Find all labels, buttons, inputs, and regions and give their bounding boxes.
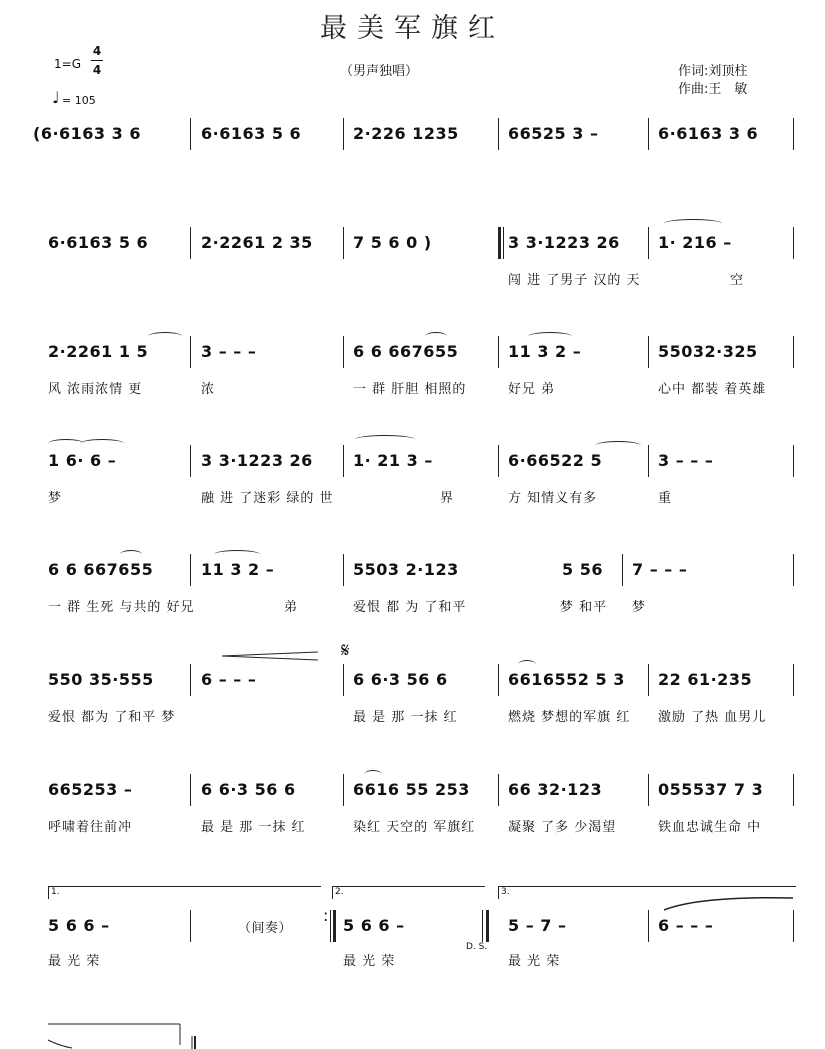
measure: 2·2261 2 35 — [201, 233, 313, 252]
lyric-line: 一 群 生死 与共的 好兄 — [48, 600, 195, 615]
lyric-line: 最 光 荣 — [48, 954, 101, 969]
lyric-line: 最 是 那 一抹 红 — [353, 710, 458, 725]
measure: 11 3 2 – — [508, 342, 582, 361]
tempo-marking: = 105 — [62, 94, 96, 107]
volta-3: 3. — [498, 886, 796, 899]
measure: 55032·325 — [658, 342, 758, 361]
lyric-line: 最 光 荣 — [508, 954, 561, 969]
lyric-line: 梦 — [48, 491, 63, 506]
repeat-end-dots: : — [323, 906, 329, 925]
lyric-line: 重 — [658, 491, 673, 506]
lyricist-credit: 作词:刘顶柱 — [678, 64, 748, 79]
lyric-line: 一 群 肝胆 相照的 — [353, 382, 467, 397]
da-segno-mark: D. S. — [466, 942, 488, 952]
measure: 550 35·555 — [48, 670, 154, 689]
lyric-line: 最 是 那 一抹 红 — [201, 820, 306, 835]
measure: 2·2261 1 5 — [48, 342, 149, 361]
key-signature: 1=G — [54, 57, 81, 71]
measure: 6 6·3 56 6 — [201, 780, 296, 799]
lyric-line: 燃烧 梦想的军旗 红 — [508, 710, 631, 725]
quarter-note-icon: ♩ — [52, 88, 60, 107]
time-signature-numerator: 4 — [92, 44, 102, 58]
measure: 6·6163 3 6 — [658, 124, 759, 143]
measure: 6·6163 5 6 — [48, 233, 149, 252]
measure: 6·6163 5 6 — [201, 124, 302, 143]
composer-credit: 作曲:王 敏 — [678, 82, 748, 97]
lyric-line: 凝聚 了多 少渴望 — [508, 820, 617, 835]
measure: 1· 21 3 – — [353, 451, 433, 470]
measure: 6 – – – — [658, 916, 714, 935]
measure: 6 6·3 56 6 — [353, 670, 448, 689]
measure: 3 – – – — [658, 451, 714, 470]
lyric-line: 爱恨 都为 了和平 梦 — [48, 710, 176, 725]
measure: 3 3·1223 26 — [508, 233, 620, 252]
measure: 7 5 6 0 ) — [353, 233, 432, 252]
measure: 1 6· 6 – — [48, 451, 117, 470]
measure: 6 6 667655 — [353, 342, 459, 361]
lyric-line: 弟 — [284, 600, 299, 615]
lyric-line: 梦 和平 — [560, 600, 608, 615]
lyric-line: 呼啸着往前冲 — [48, 820, 133, 835]
measure: 6616 55 253 — [353, 780, 470, 799]
lyric-line: 浓 — [201, 382, 216, 397]
time-signature-denominator: 4 — [92, 63, 102, 77]
measure: (6·6163 3 6 — [33, 124, 141, 143]
volta-1: 1. — [48, 886, 321, 899]
measure: 665253 – — [48, 780, 133, 799]
measure: 11 3 2 – — [201, 560, 275, 579]
page-title: 最美军旗红 — [320, 13, 505, 44]
lyric-line: 铁血忠诚生命 中 — [658, 820, 762, 835]
measure: 7 – – – — [632, 560, 688, 579]
measure: 3 – – – — [201, 342, 257, 361]
measure: 22 61·235 — [658, 670, 753, 689]
measure: 66525 3 – — [508, 124, 599, 143]
lyric-line: 融 进 了迷彩 绿的 世 — [201, 491, 334, 506]
interlude-label: （间奏） — [238, 921, 293, 936]
lyric-line: 风 浓雨浓情 更 — [48, 382, 143, 397]
measure: 2·226 1235 — [353, 124, 459, 143]
lyric-line: 闯 进 了男子 汉的 天 — [508, 273, 641, 288]
lyric-line: 方 知情义有多 — [508, 491, 598, 506]
measure: 1· 216 – — [658, 233, 732, 252]
measure: 5 56 — [562, 560, 603, 579]
lyric-line: 染红 天空的 军旗红 — [353, 820, 476, 835]
measure: 5 6 6 – — [48, 916, 110, 935]
volta-2: 2. — [332, 886, 485, 899]
lyric-line: 空 — [730, 273, 745, 288]
lyric-line: 梦 — [632, 600, 647, 615]
measure: 6 – – – — [201, 670, 257, 689]
lyric-line: 激励 了热 血男儿 — [658, 710, 767, 725]
measure: 66 32·123 — [508, 780, 603, 799]
measure: 6·66522 5 — [508, 451, 603, 470]
measure: 6 6 667655 — [48, 560, 154, 579]
lyric-line: 爱恨 都 为 了和平 — [353, 600, 467, 615]
lyric-line: 好兄 弟 — [508, 382, 556, 397]
measure: 3 3·1223 26 — [201, 451, 313, 470]
measure: 055537 7 3 — [658, 780, 764, 799]
subtitle: （男声独唱） — [340, 64, 419, 79]
segno-icon: 𝄋 — [341, 638, 350, 662]
measure: 5503 2·123 — [353, 560, 459, 579]
measure: 5 6 6 – — [343, 916, 405, 935]
lyric-line: 界 — [440, 491, 455, 506]
lyric-line: 最 光 荣 — [343, 954, 396, 969]
lyric-line: 心中 都装 着英雄 — [658, 382, 767, 397]
measure: 5 – 7 – — [508, 916, 567, 935]
measure: 6616552 5 3 — [508, 670, 625, 689]
